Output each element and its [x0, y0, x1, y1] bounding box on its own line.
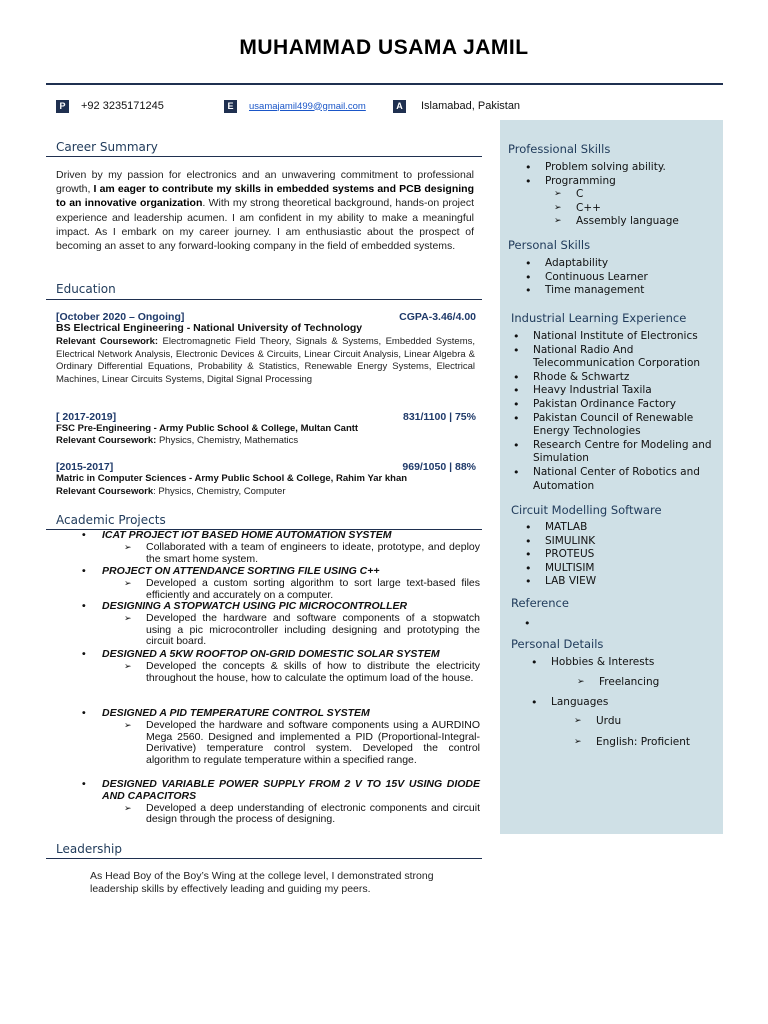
list-item: ➢ English: Proficient: [596, 736, 690, 750]
education-entry-2-header: [56, 411, 476, 423]
project-description: ➢ Developed the hardware and software components of a stopwatch using a pic microcontroller including designing and prototyping the circuit board.: [82, 613, 480, 648]
coursework-text: : Physics, Chemistry, Computer: [153, 486, 286, 497]
contact-phone: [56, 99, 164, 113]
project-title: • ICAT PROJECT IOT BASED HOME AUTOMATION SYSTEM: [82, 530, 480, 542]
list-item: • Research Centre for Modeling and Simulation: [533, 439, 719, 466]
industrial-experience-heading: Industrial Learning Experience: [511, 311, 687, 325]
project-description: ➢ Developed the concepts & skills of how to distribute the electricity throughout the house, how to calculate the optimum load of the house.: [82, 661, 480, 685]
list-item: • SIMULINK: [545, 535, 596, 549]
leadership-text: As Head Boy of the Boy’s Wing at the college level, I demonstrated strong leadership skills by effectively leading and guiding my peers.: [90, 870, 434, 895]
coursework-label: Relevant Coursework:: [56, 336, 159, 347]
header-divider: [46, 83, 723, 85]
personal-details-heading: Personal Details: [511, 637, 604, 651]
list-item: • Continuous Learner: [545, 271, 648, 285]
coursework-text: Physics, Chemistry, Mathematics: [156, 435, 299, 446]
project-title: • DESIGNING A STOPWATCH USING PIC MICROCONTROLLER: [82, 601, 480, 613]
hobbies-list: [599, 676, 659, 690]
industrial-experience-list: [533, 330, 719, 493]
education-degree: FSC Pre-Engineering - Army Public School & College, Multan Cantt: [56, 423, 359, 434]
project-title: • DESIGNED A PID TEMPERATURE CONTROL SYSTEM: [82, 708, 480, 720]
coursework-label: Relevant Coursework:: [56, 435, 157, 446]
list-item: • Rhode & Schwartz: [533, 371, 719, 385]
professional-skills-list: [545, 161, 666, 188]
education-coursework: [56, 486, 475, 499]
career-summary-rule: [46, 156, 482, 157]
list-item: • MATLAB: [545, 521, 596, 535]
education-degree: Matric in Computer Sciences - Army Public School & College, Rahim Yar khan: [56, 473, 408, 484]
coursework-label: Relevant Coursework: [56, 486, 154, 497]
list-item: ➢ C: [576, 188, 679, 202]
programming-languages-list: [576, 188, 679, 229]
list-item: • Time management: [545, 284, 648, 298]
email-link[interactable]: usamajamil499@gmail.com: [249, 100, 366, 112]
education-score: 969/1050 | 88%: [402, 461, 476, 473]
education-period: [ 2017-2019]: [56, 411, 117, 423]
education-entry-3-header: [56, 461, 476, 473]
project-item: [82, 779, 480, 826]
leadership-rule: [46, 858, 482, 859]
education-coursework: [56, 435, 475, 448]
project-title: • PROJECT ON ATTENDANCE SORTING FILE USING C++: [82, 566, 480, 578]
personal-skills-list: [545, 257, 648, 298]
education-coursework: [56, 336, 475, 386]
project-title: • DESIGNED VARIABLE POWER SUPPLY FROM 2 V TO 15V USING DIODE AND CAPACITORS: [82, 779, 480, 803]
list-item: • Programming: [545, 175, 666, 189]
project-description: ➢ Developed the hardware and software components using a AURDINO Mega 2560. Designed and implemented a PID (Proportional-Integral-Derivative) temperature control system. Developed the control algorithm to regulate temperature within a specified range.: [82, 720, 480, 767]
languages-label: • Languages: [551, 696, 608, 710]
email-tag-icon: E: [224, 100, 237, 113]
list-item: ➢ C++: [576, 202, 679, 216]
list-item: • Problem solving ability.: [545, 161, 666, 175]
project-item: [82, 566, 480, 601]
list-item: • Pakistan Ordinance Factory: [533, 398, 719, 412]
reference-heading: Reference: [511, 596, 569, 610]
list-item: • National Radio And Telecommunication Corporation: [533, 344, 719, 371]
project-description: ➢ Developed a deep understanding of electronic components and circuit design through the process of designing.: [82, 803, 480, 827]
summary-highlight: I am eager to contribute my skills in embedded systems and PCB designing to an innovative organization: [56, 183, 474, 210]
education-period: [2015-2017]: [56, 461, 114, 473]
list-item: • MULTISIM: [545, 562, 596, 576]
education-score: CGPA-3.46/4.00: [399, 311, 476, 323]
summary-part-1: Driven by my passion for electronics and an unwavering commitment to professional growth,: [56, 169, 474, 196]
education-heading: Education: [56, 282, 116, 296]
candidate-name: MUHAMMAD USAMA JAMIL: [239, 36, 529, 59]
project-item: [82, 708, 480, 767]
sidebar-panel: [500, 120, 723, 834]
list-item: • PROTEUS: [545, 548, 596, 562]
address-text: Islamabad, Pakistan: [421, 100, 521, 112]
coursework-text: Electromagnetic Field Theory, Signals & Systems, Embedded Systems, Electrical Network Analysis, Electronic Devices & Circuits, Linear Circuit Analysis, Linear Algebra & Ordinary Differential Equations, Probability & Statistics, Renewable Energy Systems, Electrical Machines, Linear Circuits Systems, Digital Signal Processing: [56, 336, 475, 385]
phone-number: +92 3235171245: [81, 100, 164, 112]
education-period: [October 2020 – Ongoing]: [56, 311, 185, 323]
academic-projects-heading: Academic Projects: [56, 513, 166, 527]
list-item: • Pakistan Council of Renewable Energy Technologies: [533, 412, 719, 439]
education-degree: BS Electrical Engineering - National University of Technology: [56, 322, 363, 334]
phone-tag-icon: P: [56, 100, 69, 113]
list-item: • LAB VIEW: [545, 575, 596, 589]
circuit-software-list: [545, 521, 596, 589]
career-summary-heading: Career Summary: [56, 140, 158, 154]
professional-skills-heading: Professional Skills: [508, 142, 611, 156]
hobbies-label: • Hobbies & Interests: [551, 656, 654, 670]
contact-address: [393, 99, 520, 113]
leadership-heading: Leadership: [56, 842, 122, 856]
list-item: • Adaptability: [545, 257, 648, 271]
contact-email: [224, 99, 366, 113]
reference-empty-bullet: [544, 617, 554, 630]
hobbies-group: [551, 656, 654, 670]
languages-group: [551, 696, 608, 710]
education-rule: [46, 299, 482, 300]
list-item: • National Center of Robotics and Automation: [533, 466, 719, 493]
list-item: • National Institute of Electronics: [533, 330, 719, 344]
address-tag-icon: A: [393, 100, 406, 113]
education-score: 831/1100 | 75%: [402, 411, 476, 423]
project-item: [82, 601, 480, 648]
list-item: • Heavy Industrial Taxila: [533, 384, 719, 398]
circuit-software-heading: Circuit Modelling Software: [511, 503, 662, 517]
list-item: ➢ Assembly language: [576, 215, 679, 229]
project-description: ➢ Collaborated with a team of engineers to ideate, prototype, and deploy the smart home system.: [82, 542, 480, 566]
project-title: • DESIGNED A 5KW ROOFTOP ON-GRID DOMESTIC SOLAR SYSTEM: [82, 649, 480, 661]
languages-list: [596, 715, 690, 749]
project-item: [82, 530, 480, 565]
project-description: ➢ Developed a custom sorting algorithm to sort large text-based files efficiently and accurately on a computer.: [82, 578, 480, 602]
personal-skills-heading: Personal Skills: [508, 238, 591, 252]
project-item: [82, 649, 480, 684]
career-summary-text: [56, 168, 474, 253]
list-item: ➢ Urdu: [596, 715, 690, 729]
list-item: ➢ Freelancing: [599, 676, 659, 690]
summary-part-2: . With my strong theoretical background, hands-on project experience and leadership acumen. I am confident in my ability to make a meaningful impact. As I embark on my career journey. I am enthusiastic about the prospect of becoming an asset to any forward-looking company in the field of embedded systems.: [56, 197, 474, 253]
